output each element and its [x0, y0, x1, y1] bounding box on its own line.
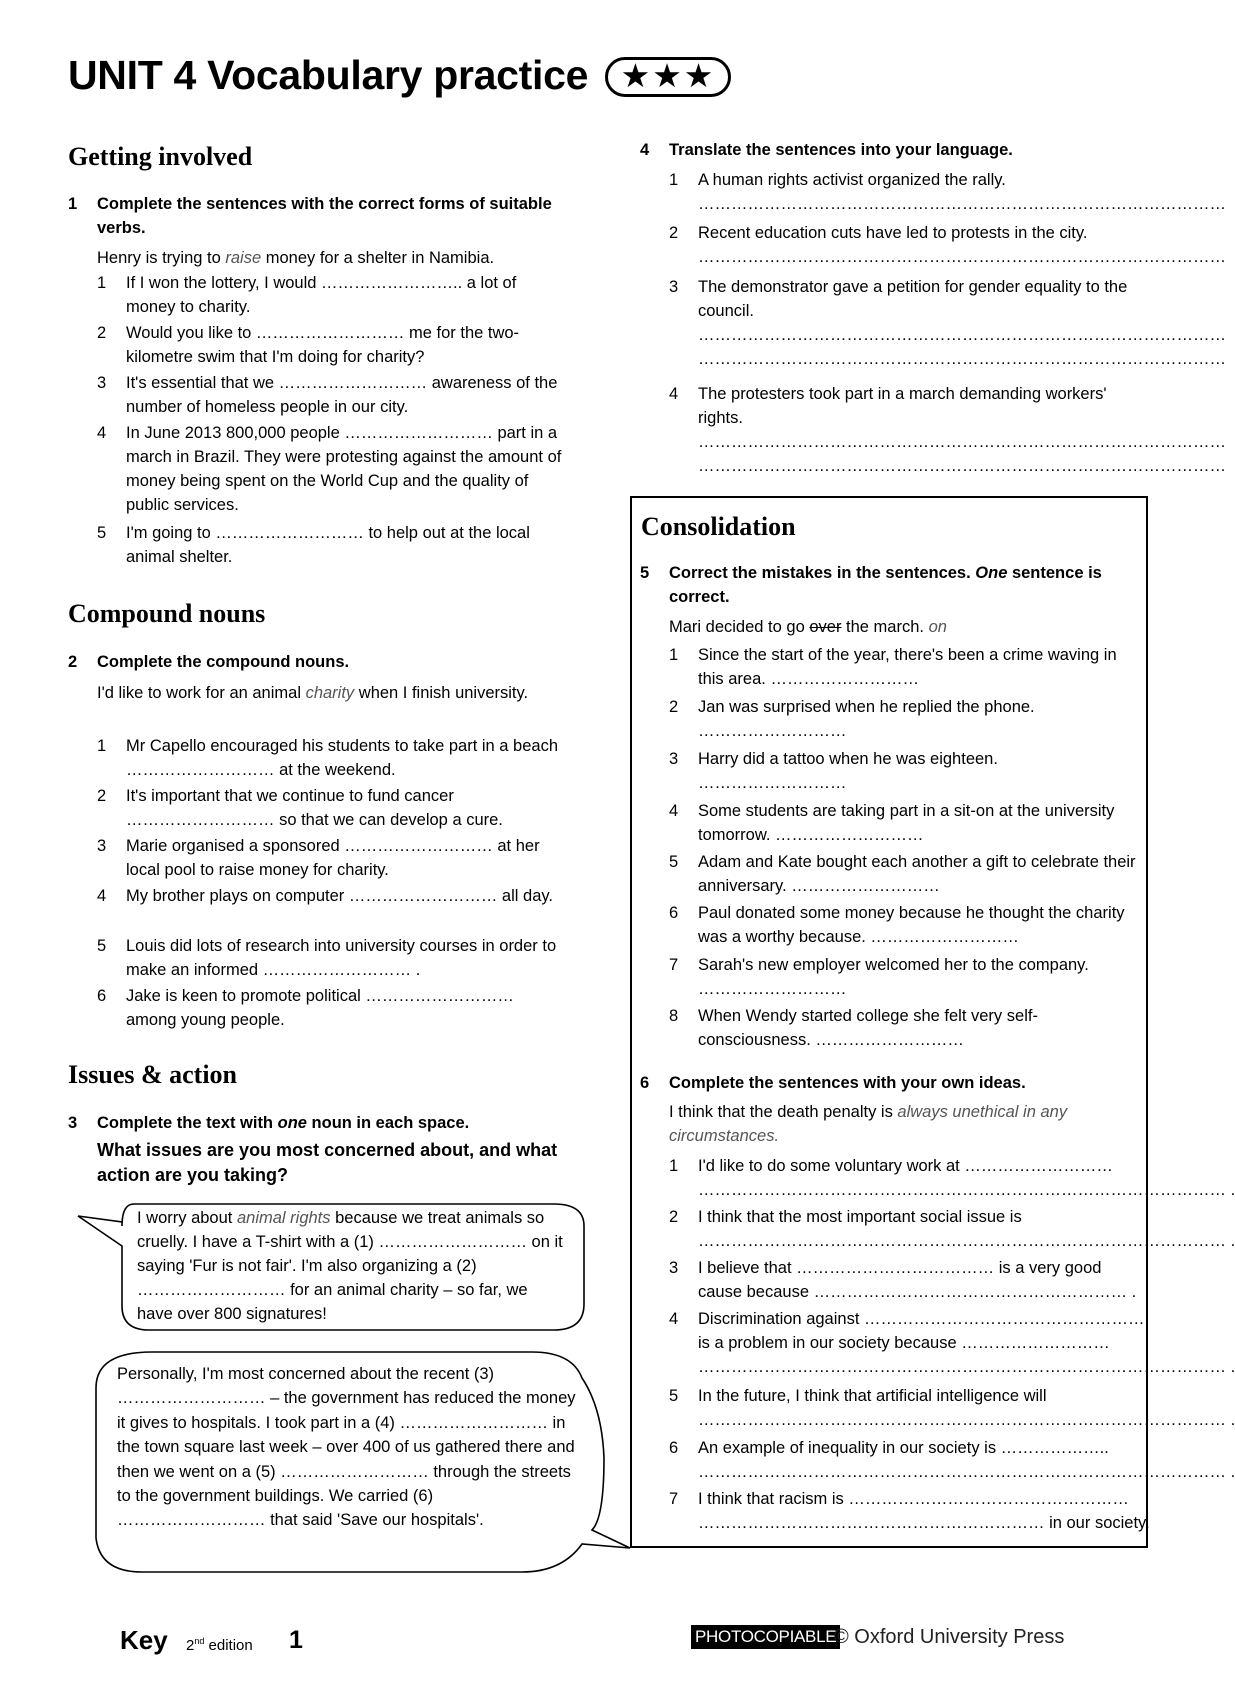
item-text: When Wendy started college she felt very self-consciousness. ………………………	[698, 1007, 1038, 1049]
item-text: Sarah's new employer welcomed her to the company.	[698, 956, 1089, 974]
item-text: If I won the lottery, I would …………………….. a lot of money to charity.	[126, 274, 517, 316]
item-number: 5	[669, 853, 679, 871]
section-heading-compound-nouns: Compound nouns	[68, 599, 266, 628]
item-text: A human rights activist organized the rally.	[698, 171, 1006, 189]
item-number: 6	[669, 904, 679, 922]
list-item	[669, 1004, 1139, 1052]
list-item	[669, 1307, 1235, 1379]
item-text: My brother plays on computer ……………………… all day.	[126, 887, 553, 905]
speech-prompt: What issues are you most concerned about, and what action are you taking?	[97, 1140, 558, 1185]
item-number: 6	[669, 1439, 679, 1457]
list-item	[669, 695, 1139, 743]
footer-key-label: Key	[120, 1625, 168, 1655]
list-item	[669, 275, 1226, 371]
item-text: In June 2013 800,000 people ……………………… part in a march in Brazil. They were protesting against the amount of money being spent on the World Cup and the quality of public services.	[126, 424, 562, 514]
answer-line[interactable]: ……………………………………………………… in our society.	[698, 1514, 1150, 1532]
answer-line[interactable]: ……………………………………………………………………………………	[698, 433, 1226, 451]
list-item	[97, 734, 567, 782]
item-text: Harry did a tattoo when he was eighteen.	[698, 750, 998, 768]
question-5-instruction: 5 Correct the mistakes in the sentences. One sentence is correct.	[640, 564, 1102, 606]
item-number: 2	[97, 324, 107, 342]
example-sentence: I think that the death penalty is always unethical in any circumstances.	[669, 1103, 1068, 1145]
item-number: 4	[97, 424, 107, 442]
list-item	[669, 799, 1139, 847]
item-number: 8	[669, 1007, 679, 1025]
item-text: Discrimination against …………………………………………… is a problem in our society because ………………………	[698, 1310, 1145, 1352]
item-text: Adam and Kate bought each another a gift to celebrate their anniversary. ………………………	[698, 853, 1136, 895]
answer-line[interactable]: ……………………………………………………………………………………	[698, 195, 1226, 213]
answer-line[interactable]: ……………………………………………………………………………………	[698, 248, 1226, 266]
question-6-instruction: 6 Complete the sentences with your own ideas.	[640, 1074, 1026, 1092]
answer-line[interactable]: …………………………………………………………………………………… .	[698, 1463, 1235, 1481]
list-item	[669, 1256, 1149, 1304]
photocopiable-badge: PHOTOCOPIABLE	[691, 1625, 840, 1649]
answer-line[interactable]: …………………………………………………………………………………… .	[698, 1181, 1235, 1199]
item-text: In the future, I think that artificial intelligence will	[698, 1387, 1047, 1405]
item-number: 6	[97, 987, 107, 1005]
item-text: Mr Capello encouraged his students to take part in a beach ……………………… at the weekend.	[126, 737, 559, 779]
item-text: I'd like to do some voluntary work at ………………………	[698, 1157, 1113, 1175]
answer-line[interactable]: …………………………………………………………………………………… .	[698, 1358, 1235, 1376]
list-item	[669, 1384, 1235, 1432]
item-text: Recent education cuts have led to protests in the city.	[698, 224, 1088, 242]
item-text: Paul donated some money because he thought the charity was a worthy because. ………………………	[698, 904, 1125, 946]
item-text: The protesters took part in a march demanding workers' rights.	[698, 385, 1107, 427]
item-number: 5	[97, 937, 107, 955]
item-number: 7	[669, 1490, 679, 1508]
item-number: 1	[669, 1157, 679, 1175]
difficulty-stars-icon: ★★★	[605, 57, 731, 97]
list-item	[97, 421, 567, 517]
item-text: Since the start of the year, there's been a crime waving in this area. ………………………	[698, 646, 1117, 688]
list-item	[97, 271, 567, 319]
question-4-instruction: 4 Translate the sentences into your language.	[640, 141, 1013, 159]
item-number: 7	[669, 956, 679, 974]
item-number: 1	[669, 171, 679, 189]
answer-line[interactable]: ………………………	[698, 774, 847, 792]
item-number: 5	[97, 524, 107, 542]
item-number: 1	[97, 737, 107, 755]
list-item	[669, 1487, 1149, 1535]
answer-line[interactable]: ………………………	[698, 722, 847, 740]
item-text: Louis did lots of research into university courses in order to make an informed ……………………… .	[126, 937, 557, 979]
footer-edition: 2nd edition	[186, 1636, 253, 1654]
list-item	[97, 934, 567, 982]
example-sentence: I'd like to work for an animal charity when I finish university.	[97, 684, 529, 702]
answer-line[interactable]: ……………………………………………………………………………………	[698, 350, 1226, 368]
list-item	[97, 984, 567, 1032]
item-text: It's essential that we ……………………… awareness of the number of homeless people in our city.	[126, 374, 558, 416]
speech-bubble-2-text: Personally, I'm most concerned about the recent (3) ……………………… – the government has reduced the money it gives to hospitals. I took part in a (4) ……………………… in the town square last week – over 400 of us gathered there and then we went on a (5) ……………………… through the streets to the government buildings. We carried (6) ……………………… that said 'Save our hospitals'.	[117, 1365, 576, 1530]
list-item	[669, 850, 1139, 898]
item-number: 3	[97, 837, 107, 855]
item-text: It's important that we continue to fund cancer ……………………… so that we can develop a cure.	[126, 787, 503, 829]
answer-line[interactable]: …………………………………………………………………………………… .	[698, 1411, 1235, 1429]
item-number: 3	[669, 1259, 679, 1277]
item-number: 5	[669, 1387, 679, 1405]
item-text: The demonstrator gave a petition for gender equality to the council.	[698, 278, 1128, 320]
list-item	[97, 321, 567, 369]
answer-line[interactable]: …………………………………………………………………………………… .	[698, 1232, 1235, 1250]
list-item	[97, 884, 567, 908]
section-heading-consolidation: Consolidation	[641, 512, 796, 541]
item-text: I think that the most important social issue is	[698, 1208, 1022, 1226]
list-item	[97, 784, 567, 832]
publisher-credit: © Oxford University Press	[834, 1626, 1065, 1648]
item-number: 2	[669, 1208, 679, 1226]
question-number: 1	[68, 195, 78, 213]
list-item	[669, 221, 1226, 269]
list-item	[669, 1436, 1235, 1484]
item-text: I believe that ……………………………… is a very good cause because ………………………………………………… .	[698, 1259, 1137, 1301]
list-item	[669, 953, 1139, 1001]
item-text: Marie organised a sponsored ……………………… at her local pool to raise money for charity.	[126, 837, 540, 879]
list-item	[669, 901, 1139, 949]
item-number: 3	[669, 750, 679, 768]
item-number: 4	[97, 887, 107, 905]
list-item	[97, 834, 567, 882]
item-number: 1	[97, 274, 107, 292]
list-item	[669, 747, 1139, 795]
list-item	[669, 1205, 1235, 1253]
page-title: UNIT 4 Vocabulary practice	[68, 52, 589, 98]
item-number: 2	[669, 224, 679, 242]
list-item	[97, 371, 567, 419]
item-text: An example of inequality in our society is ………………..	[698, 1439, 1109, 1457]
example-sentence: Mari decided to go over the march. on	[669, 618, 947, 636]
item-number: 2	[97, 787, 107, 805]
example-sentence: Henry is trying to raise money for a shelter in Namibia.	[97, 249, 495, 267]
list-item	[669, 382, 1226, 478]
answer-line[interactable]: ……………………………………………………………………………………	[698, 326, 1226, 344]
speech-bubble-1-text: I worry about animal rights because we treat animals so cruelly. I have a T-shirt with a (1) ……………………… on it saying 'Fur is not fair'. I'm also organizing a (2) ……………………… for an animal charity – so far, we have over 800 signatures!	[137, 1209, 563, 1323]
item-number: 4	[669, 385, 679, 403]
item-number: 3	[97, 374, 107, 392]
question-3-instruction: 3 Complete the text with one noun in each space.	[68, 1114, 470, 1132]
item-number: 2	[669, 698, 679, 716]
item-text: Jake is keen to promote political ……………………… among young people.	[126, 987, 514, 1029]
page-number: 1	[289, 1626, 303, 1654]
item-text: Jan was surprised when he replied the phone.	[698, 698, 1035, 716]
answer-line[interactable]: ………………………	[698, 980, 847, 998]
list-item	[669, 643, 1139, 691]
list-item	[97, 521, 567, 569]
section-heading-getting-involved: Getting involved	[68, 142, 253, 171]
question-2-instruction: 2 Complete the compound nouns.	[68, 653, 350, 671]
list-item	[669, 168, 1226, 216]
question-1-instruction	[68, 192, 578, 240]
item-number: 1	[669, 646, 679, 664]
section-heading-issues-action: Issues & action	[68, 1060, 238, 1089]
item-number: 4	[669, 802, 679, 820]
item-number: 3	[669, 278, 679, 296]
item-text: Would you like to ……………………… me for the two-kilometre swim that I'm doing for charity?	[126, 324, 520, 366]
answer-line[interactable]: ……………………………………………………………………………………	[698, 457, 1226, 475]
list-item	[669, 1154, 1235, 1202]
item-text: I think that racism is ……………………………………………	[698, 1490, 1129, 1508]
question-text: Complete the sentences with the correct forms of suitable verbs.	[97, 195, 552, 237]
item-text: I'm going to ……………………… to help out at the local animal shelter.	[126, 524, 530, 566]
item-text: Some students are taking part in a sit-on at the university tomorrow. ………………………	[698, 802, 1115, 844]
item-number: 4	[669, 1310, 679, 1328]
